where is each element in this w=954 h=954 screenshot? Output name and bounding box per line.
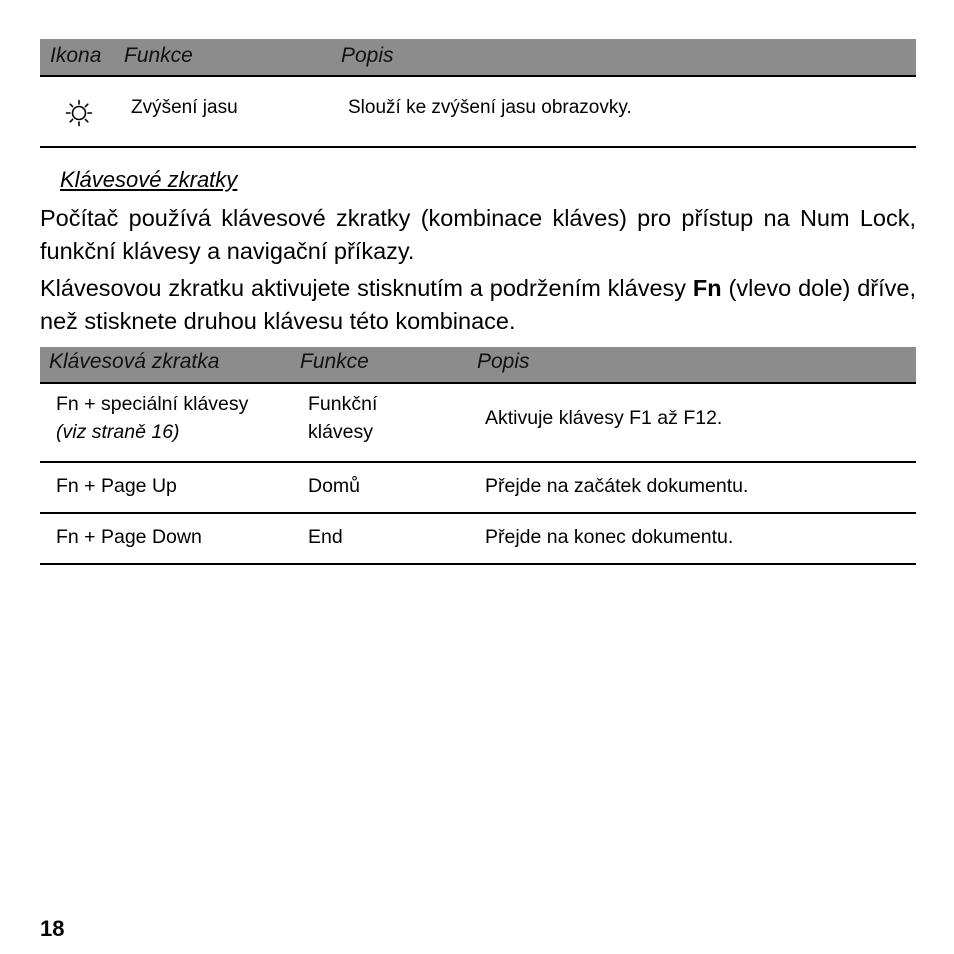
table-row: [40, 514, 916, 565]
row-description: Slouží ke zvýšení jasu obrazovky.: [348, 97, 632, 118]
table-row: [40, 463, 916, 514]
section-heading: Klávesové zkratky: [60, 167, 238, 192]
shortcut-cell: Fn + speciální klávesy: [56, 393, 249, 415]
header-description: Popis: [477, 350, 530, 373]
table-header: [40, 347, 916, 384]
table-header: [40, 39, 916, 77]
function-cell: End: [308, 526, 343, 548]
function-cell: Funkční: [308, 393, 378, 415]
shortcut-cell: Fn + Page Down: [56, 526, 202, 548]
paragraph-text: (vlevo dole) dříve, než stisknete druhou klávesu této kombinace.: [40, 275, 916, 334]
shortcut-table: [40, 347, 916, 565]
paragraph-text: Klávesovou zkratku aktivujete stisknutím a podržením klávesy: [40, 275, 693, 301]
shortcut-cell: Fn + Page Up: [56, 475, 177, 497]
paragraph-fn-usage: [40, 272, 916, 338]
header-function: Funkce: [300, 350, 369, 373]
header-icon: Ikona: [50, 44, 102, 67]
function-cell: Domů: [308, 475, 361, 497]
table-row: [40, 77, 916, 148]
icon-function-table: [40, 39, 916, 148]
paragraph-shortcuts-intro: Počítač používá klávesové zkratky (kombinace kláves) pro přístup na Num Lock, funkční klávesy a navigační příkazy.: [40, 205, 916, 264]
header-description: Popis: [341, 44, 394, 67]
header-shortcut: Klávesová zkratka: [49, 350, 220, 373]
function-cell-line2: klávesy: [308, 421, 374, 443]
brightness-sun-icon: [65, 99, 93, 127]
description-cell: Přejde na konec dokumentu.: [485, 526, 734, 548]
shortcut-note: (viz straně 16): [56, 421, 180, 443]
header-function: Funkce: [124, 44, 193, 67]
page-number: 18: [40, 916, 65, 941]
description-cell: Přejde na začátek dokumentu.: [485, 475, 749, 497]
row-function: Zvýšení jasu: [131, 97, 238, 118]
fn-key-label: Fn: [692, 275, 722, 301]
table-row: [40, 384, 916, 463]
description-cell: Aktivuje klávesy F1 až F12.: [485, 407, 723, 429]
